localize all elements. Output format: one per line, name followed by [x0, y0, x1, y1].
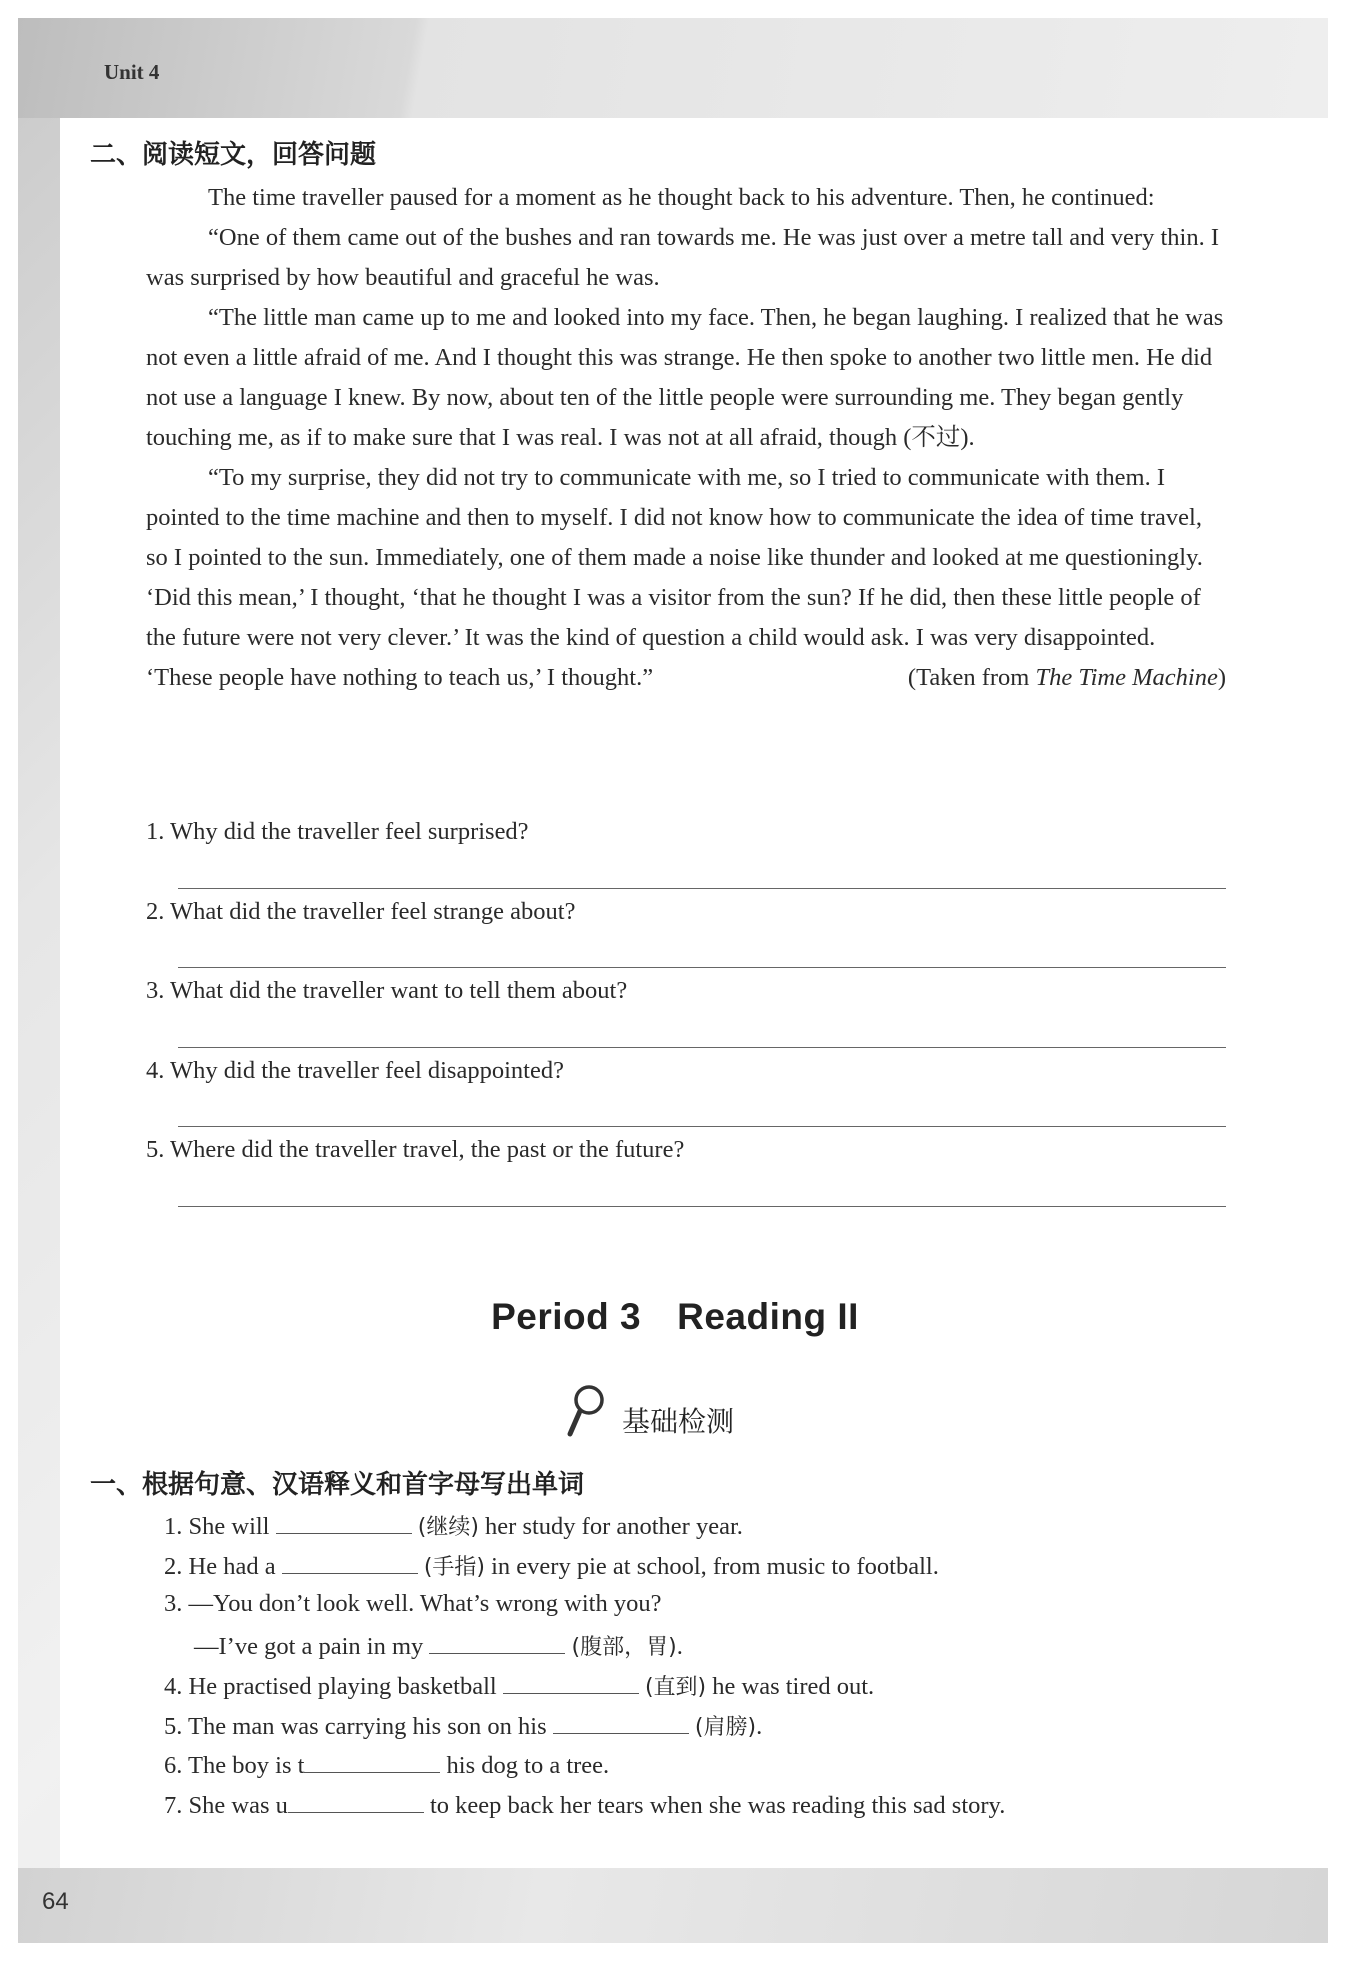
exercise-item-7 — [164, 1790, 1005, 1820]
exercise-text: —I’ve got a pain in my — [194, 1633, 430, 1660]
source-prefix: (Taken from — [907, 664, 1036, 691]
blank-field[interactable] — [276, 1511, 412, 1534]
exercise-item-3 — [164, 1590, 662, 1618]
question-2: 2. What did the traveller feel strange about? — [146, 898, 576, 925]
magnifier-icon — [565, 1382, 609, 1440]
exercise-item-1 — [164, 1510, 743, 1541]
exercise-text: he was tired out. — [706, 1673, 875, 1700]
exercise-item-2 — [164, 1550, 939, 1581]
exercise-item-6 — [164, 1750, 609, 1780]
section-two-heading: 二、阅读短文，回答问题 — [90, 140, 377, 170]
reading-passage — [146, 178, 1226, 698]
source-suffix: ) — [1217, 664, 1226, 691]
section-one-heading: 一、根据句意、汉语释义和首字母写出单词 — [90, 1470, 585, 1500]
passage-paragraph — [146, 458, 1226, 698]
question-4: 4. Why did the traveller feel disappointed? — [146, 1057, 564, 1084]
exercise-text: 3. —You don’t look well. What’s wrong with you? — [164, 1590, 662, 1617]
exercise-text: 4. He practised playing basketball — [164, 1673, 503, 1700]
chinese-hint: (直到) — [644, 1675, 707, 1700]
blank-field[interactable] — [282, 1551, 418, 1574]
chinese-hint: (继续) — [417, 1515, 479, 1540]
question-3: 3. What did the traveller want to tell them about? — [146, 977, 628, 1004]
answer-line-1[interactable] — [178, 888, 1226, 889]
exercise-item-5 — [164, 1710, 762, 1741]
blank-field[interactable] — [288, 1790, 424, 1813]
question-5: 5. Where did the traveller travel, the past or the future? — [146, 1136, 685, 1163]
footer-band — [18, 1868, 1328, 1943]
answer-line-4[interactable] — [178, 1126, 1226, 1127]
unit-label: Unit 4 — [104, 60, 160, 84]
basics-label: 基础检测 — [622, 1405, 735, 1438]
answer-line-5[interactable] — [178, 1206, 1226, 1207]
period-name: Reading II — [677, 1296, 859, 1337]
exercise-text: . — [756, 1713, 763, 1740]
question-1: 1. Why did the traveller feel surprised? — [146, 818, 529, 845]
answer-line-3[interactable] — [178, 1047, 1226, 1048]
blank-field[interactable] — [429, 1631, 565, 1654]
exercise-text: 6. The boy is t — [164, 1752, 305, 1779]
exercise-text: her study for another year. — [478, 1513, 743, 1540]
chinese-hint: (腹部，胃) — [571, 1635, 677, 1660]
answer-line-2[interactable] — [178, 967, 1226, 968]
exercise-text: 7. She was u — [164, 1792, 288, 1819]
period-number: Period 3 — [491, 1296, 642, 1337]
source-citation — [846, 658, 1226, 698]
period-title — [0, 1296, 1350, 1338]
blank-field[interactable] — [304, 1750, 440, 1773]
blank-field[interactable] — [553, 1711, 689, 1734]
exercise-text: in every pie at school, from music to football. — [485, 1553, 939, 1580]
passage-paragraph: “One of them came out of the bushes and ran towards me. He was just over a metre tall and very thin. I was surprised by how beautiful and graceful he was. — [146, 224, 1219, 291]
exercise-item-3-answer — [194, 1630, 683, 1661]
exercise-text: 5. The man was carrying his son on his — [164, 1713, 553, 1740]
exercise-text: his dog to a tree. — [440, 1752, 610, 1779]
exercise-text: 1. She will — [164, 1513, 276, 1540]
page-number: 64 — [42, 1888, 69, 1915]
exercise-text: . — [676, 1633, 683, 1660]
blank-field[interactable] — [503, 1671, 639, 1694]
source-title: The Time Machine — [1035, 664, 1218, 691]
passage-paragraph-text: “To my surprise, they did not try to communicate with me, so I tried to communicate with them. I pointed to the time machine and then to myself. I did not know how to communicate the idea of time travel, so I pointed to the sun. Immediately, one of them made a noise like thunder and looked at me questioningly. ‘Did this mean,’ I thought, ‘that he thought I was a visitor from the sun? If he did, then these little people of the future were not very clever.’ It was the kind of question a child would ask. I was very disappointed. ‘These people have nothing to teach us,’ I thought.” — [146, 464, 1203, 691]
exercise-text: to keep back her tears when she was reading this sad story. — [423, 1792, 1006, 1819]
exercise-item-4 — [164, 1670, 874, 1701]
exercise-text: 2. He had a — [164, 1553, 282, 1580]
chinese-hint: (肩膀) — [694, 1715, 757, 1740]
passage-paragraph: “The little man came up to me and looked into my face. Then, he began laughing. I realized that he was not even a little afraid of me. And I thought this was strange. He then spoke to another two little men. He did not use a language I knew. By now, about ten of the little people were surrounding me. They began gently touching me, as if to make sure that I was real. I was not at all afraid, though (不过). — [146, 304, 1224, 451]
chinese-hint: (手指) — [423, 1555, 485, 1580]
header-band — [18, 18, 1328, 118]
passage-paragraph: The time traveller paused for a moment as he thought back to his adventure. Then, he continued: — [208, 184, 1155, 211]
